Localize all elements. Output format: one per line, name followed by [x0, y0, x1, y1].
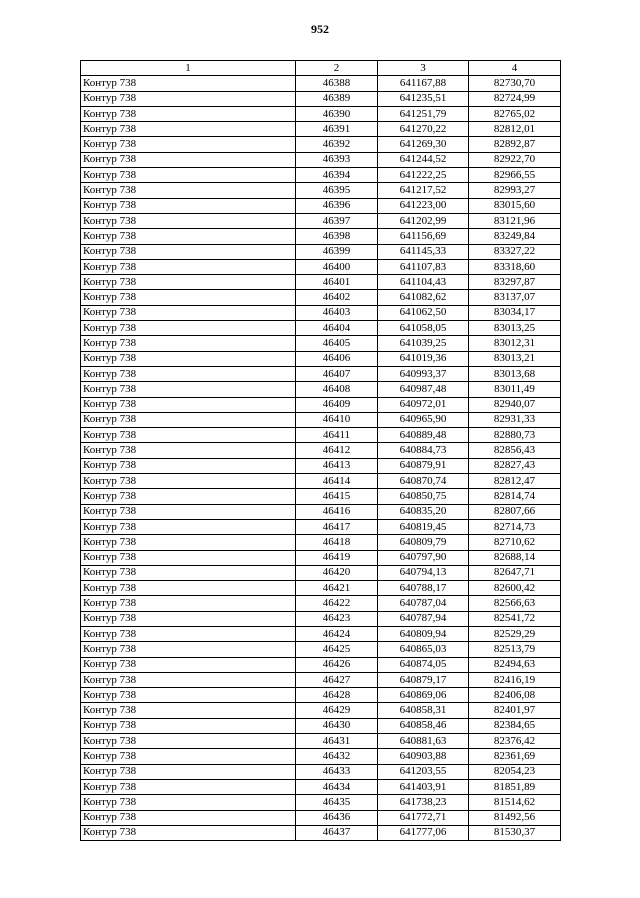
point-number-cell: 46437: [296, 825, 378, 840]
table-row: [81, 305, 561, 320]
x-coordinate-cell: 640835,20: [378, 504, 469, 519]
contour-name-cell: Контур 738: [81, 550, 296, 565]
y-coordinate-cell: 81851,89: [469, 779, 561, 794]
point-number-cell: 46430: [296, 718, 378, 733]
table-row: [81, 642, 561, 657]
contour-name-cell: Контур 738: [81, 458, 296, 473]
coordinates-table: [80, 60, 561, 841]
table-row: [81, 779, 561, 794]
y-coordinate-cell: 82812,47: [469, 474, 561, 489]
contour-name-cell: Контур 738: [81, 397, 296, 412]
contour-name-cell: Контур 738: [81, 489, 296, 504]
contour-name-cell: Контур 738: [81, 91, 296, 106]
y-coordinate-cell: 82513,79: [469, 642, 561, 657]
table-row: [81, 397, 561, 412]
x-coordinate-cell: 641156,69: [378, 229, 469, 244]
y-coordinate-cell: 82931,33: [469, 412, 561, 427]
point-number-cell: 46429: [296, 703, 378, 718]
point-number-cell: 46433: [296, 764, 378, 779]
y-coordinate-cell: 82376,42: [469, 734, 561, 749]
contour-name-cell: Контур 738: [81, 474, 296, 489]
x-coordinate-cell: 641251,79: [378, 106, 469, 121]
x-coordinate-cell: 641039,25: [378, 336, 469, 351]
contour-name-cell: Контур 738: [81, 290, 296, 305]
y-coordinate-cell: 82922,70: [469, 152, 561, 167]
table-row: [81, 229, 561, 244]
table-row: [81, 458, 561, 473]
y-coordinate-cell: 82566,63: [469, 596, 561, 611]
table-row: [81, 443, 561, 458]
contour-name-cell: Контур 738: [81, 183, 296, 198]
point-number-cell: 46432: [296, 749, 378, 764]
y-coordinate-cell: 82054,23: [469, 764, 561, 779]
y-coordinate-cell: 83013,68: [469, 366, 561, 381]
y-coordinate-cell: 81492,56: [469, 810, 561, 825]
table-row: [81, 412, 561, 427]
contour-name-cell: Контур 738: [81, 810, 296, 825]
contour-name-cell: Контур 738: [81, 412, 296, 427]
x-coordinate-cell: 640787,94: [378, 611, 469, 626]
x-coordinate-cell: 641403,91: [378, 779, 469, 794]
table-row: [81, 428, 561, 443]
point-number-cell: 46410: [296, 412, 378, 427]
contour-name-cell: Контур 738: [81, 259, 296, 274]
point-number-cell: 46388: [296, 76, 378, 91]
x-coordinate-cell: 641019,36: [378, 351, 469, 366]
contour-name-cell: Контур 738: [81, 779, 296, 794]
x-coordinate-cell: 640858,46: [378, 718, 469, 733]
table-row: [81, 336, 561, 351]
table-body: [81, 76, 561, 841]
table-row: [81, 382, 561, 397]
x-coordinate-cell: 641269,30: [378, 137, 469, 152]
contour-name-cell: Контур 738: [81, 428, 296, 443]
point-number-cell: 46394: [296, 168, 378, 183]
contour-name-cell: Контур 738: [81, 382, 296, 397]
y-coordinate-cell: 82600,42: [469, 581, 561, 596]
contour-name-cell: Контур 738: [81, 596, 296, 611]
y-coordinate-cell: 83034,17: [469, 305, 561, 320]
point-number-cell: 46389: [296, 91, 378, 106]
y-coordinate-cell: 82814,74: [469, 489, 561, 504]
table-row: [81, 611, 561, 626]
y-coordinate-cell: 83137,07: [469, 290, 561, 305]
y-coordinate-cell: 82812,01: [469, 122, 561, 137]
point-number-cell: 46417: [296, 519, 378, 534]
y-coordinate-cell: 82541,72: [469, 611, 561, 626]
x-coordinate-cell: 640809,79: [378, 535, 469, 550]
x-coordinate-cell: 641270,22: [378, 122, 469, 137]
y-coordinate-cell: 82807,66: [469, 504, 561, 519]
contour-name-cell: Контур 738: [81, 152, 296, 167]
point-number-cell: 46414: [296, 474, 378, 489]
x-coordinate-cell: 640903,88: [378, 749, 469, 764]
point-number-cell: 46395: [296, 183, 378, 198]
y-coordinate-cell: 82724,99: [469, 91, 561, 106]
table-row: [81, 351, 561, 366]
point-number-cell: 46419: [296, 550, 378, 565]
table-row: [81, 76, 561, 91]
table-header-row: [81, 61, 561, 76]
contour-name-cell: Контур 738: [81, 198, 296, 213]
y-coordinate-cell: 82406,08: [469, 688, 561, 703]
table-row: [81, 703, 561, 718]
y-coordinate-cell: 82710,62: [469, 535, 561, 550]
x-coordinate-cell: 641217,52: [378, 183, 469, 198]
table-row: [81, 550, 561, 565]
table-row: [81, 489, 561, 504]
x-coordinate-cell: 641202,99: [378, 213, 469, 228]
contour-name-cell: Контур 738: [81, 137, 296, 152]
y-coordinate-cell: 83318,60: [469, 259, 561, 274]
y-coordinate-cell: 82529,29: [469, 626, 561, 641]
x-coordinate-cell: 641107,83: [378, 259, 469, 274]
table-row: [81, 198, 561, 213]
y-coordinate-cell: 82966,55: [469, 168, 561, 183]
y-coordinate-cell: 83249,84: [469, 229, 561, 244]
x-coordinate-cell: 641244,52: [378, 152, 469, 167]
x-coordinate-cell: 641145,33: [378, 244, 469, 259]
table-row: [81, 657, 561, 672]
contour-name-cell: Контур 738: [81, 718, 296, 733]
y-coordinate-cell: 82856,43: [469, 443, 561, 458]
y-coordinate-cell: 82714,73: [469, 519, 561, 534]
contour-name-cell: Контур 738: [81, 657, 296, 672]
y-coordinate-cell: 82688,14: [469, 550, 561, 565]
point-number-cell: 46420: [296, 565, 378, 580]
y-coordinate-cell: 82765,02: [469, 106, 561, 121]
y-coordinate-cell: 83013,21: [469, 351, 561, 366]
contour-name-cell: Контур 738: [81, 688, 296, 703]
table-row: [81, 290, 561, 305]
point-number-cell: 46400: [296, 259, 378, 274]
point-number-cell: 46390: [296, 106, 378, 121]
y-coordinate-cell: 82416,19: [469, 672, 561, 687]
x-coordinate-cell: 641222,25: [378, 168, 469, 183]
table-row: [81, 213, 561, 228]
table-row: [81, 183, 561, 198]
x-coordinate-cell: 640879,91: [378, 458, 469, 473]
x-coordinate-cell: 641738,23: [378, 795, 469, 810]
y-coordinate-cell: 81530,37: [469, 825, 561, 840]
contour-name-cell: Контур 738: [81, 581, 296, 596]
contour-name-cell: Контур 738: [81, 504, 296, 519]
point-number-cell: 46426: [296, 657, 378, 672]
y-coordinate-cell: 83011,49: [469, 382, 561, 397]
table-row: [81, 504, 561, 519]
contour-name-cell: Контур 738: [81, 672, 296, 687]
point-number-cell: 46413: [296, 458, 378, 473]
x-coordinate-cell: 640819,45: [378, 519, 469, 534]
table-row: [81, 168, 561, 183]
point-number-cell: 46422: [296, 596, 378, 611]
y-coordinate-cell: 83297,87: [469, 275, 561, 290]
contour-name-cell: Контур 738: [81, 229, 296, 244]
point-number-cell: 46404: [296, 321, 378, 336]
table-row: [81, 581, 561, 596]
x-coordinate-cell: 640993,37: [378, 366, 469, 381]
table-row: [81, 749, 561, 764]
x-coordinate-cell: 640972,01: [378, 397, 469, 412]
y-coordinate-cell: 82647,71: [469, 565, 561, 580]
x-coordinate-cell: 640794,13: [378, 565, 469, 580]
table-row: [81, 672, 561, 687]
point-number-cell: 46405: [296, 336, 378, 351]
point-number-cell: 46434: [296, 779, 378, 794]
contour-name-cell: Контур 738: [81, 305, 296, 320]
y-coordinate-cell: 81514,62: [469, 795, 561, 810]
x-coordinate-cell: 640987,48: [378, 382, 469, 397]
point-number-cell: 46435: [296, 795, 378, 810]
x-coordinate-cell: 640874,05: [378, 657, 469, 672]
x-coordinate-cell: 641772,71: [378, 810, 469, 825]
table-row: [81, 91, 561, 106]
y-coordinate-cell: 83327,22: [469, 244, 561, 259]
contour-name-cell: Контур 738: [81, 336, 296, 351]
y-coordinate-cell: 82401,97: [469, 703, 561, 718]
contour-name-cell: Контур 738: [81, 519, 296, 534]
contour-name-cell: Контур 738: [81, 749, 296, 764]
x-coordinate-cell: 641167,88: [378, 76, 469, 91]
point-number-cell: 46391: [296, 122, 378, 137]
table-row: [81, 565, 561, 580]
point-number-cell: 46396: [296, 198, 378, 213]
contour-name-cell: Контур 738: [81, 244, 296, 259]
x-coordinate-cell: 640965,90: [378, 412, 469, 427]
contour-name-cell: Контур 738: [81, 122, 296, 137]
point-number-cell: 46428: [296, 688, 378, 703]
point-number-cell: 46393: [296, 152, 378, 167]
table-row: [81, 474, 561, 489]
contour-name-cell: Контур 738: [81, 351, 296, 366]
x-coordinate-cell: 640879,17: [378, 672, 469, 687]
x-coordinate-cell: 640809,94: [378, 626, 469, 641]
contour-name-cell: Контур 738: [81, 213, 296, 228]
x-coordinate-cell: 640850,75: [378, 489, 469, 504]
contour-name-cell: Контур 738: [81, 565, 296, 580]
point-number-cell: 46412: [296, 443, 378, 458]
y-coordinate-cell: 82880,73: [469, 428, 561, 443]
point-number-cell: 46411: [296, 428, 378, 443]
point-number-cell: 46421: [296, 581, 378, 596]
x-coordinate-cell: 640788,17: [378, 581, 469, 596]
y-coordinate-cell: 83015,60: [469, 198, 561, 213]
x-coordinate-cell: 640881,63: [378, 734, 469, 749]
table-row: [81, 106, 561, 121]
x-coordinate-cell: 641058,05: [378, 321, 469, 336]
contour-name-cell: Контур 738: [81, 795, 296, 810]
y-coordinate-cell: 83013,25: [469, 321, 561, 336]
table-row: [81, 321, 561, 336]
y-coordinate-cell: 82940,07: [469, 397, 561, 412]
contour-name-cell: Контур 738: [81, 734, 296, 749]
table-row: [81, 122, 561, 137]
y-coordinate-cell: 83012,31: [469, 336, 561, 351]
table-row: [81, 519, 561, 534]
x-coordinate-cell: 640865,03: [378, 642, 469, 657]
point-number-cell: 46416: [296, 504, 378, 519]
x-coordinate-cell: 640889,48: [378, 428, 469, 443]
table-row: [81, 275, 561, 290]
x-coordinate-cell: 640787,04: [378, 596, 469, 611]
contour-name-cell: Контур 738: [81, 275, 296, 290]
x-coordinate-cell: 640797,90: [378, 550, 469, 565]
x-coordinate-cell: 641203,55: [378, 764, 469, 779]
point-number-cell: 46402: [296, 290, 378, 305]
table-row: [81, 795, 561, 810]
y-coordinate-cell: 82730,70: [469, 76, 561, 91]
y-coordinate-cell: 82494,63: [469, 657, 561, 672]
y-coordinate-cell: 82384,65: [469, 718, 561, 733]
table-row: [81, 244, 561, 259]
x-coordinate-cell: 640858,31: [378, 703, 469, 718]
y-coordinate-cell: 82361,69: [469, 749, 561, 764]
point-number-cell: 46424: [296, 626, 378, 641]
point-number-cell: 46397: [296, 213, 378, 228]
table-row: [81, 535, 561, 550]
x-coordinate-cell: 640870,74: [378, 474, 469, 489]
y-coordinate-cell: 82892,87: [469, 137, 561, 152]
x-coordinate-cell: 640869,06: [378, 688, 469, 703]
contour-name-cell: Контур 738: [81, 764, 296, 779]
table-row: [81, 734, 561, 749]
table-row: [81, 259, 561, 274]
y-coordinate-cell: 82827,43: [469, 458, 561, 473]
table-row: [81, 137, 561, 152]
x-coordinate-cell: 641104,43: [378, 275, 469, 290]
x-coordinate-cell: 641235,51: [378, 91, 469, 106]
point-number-cell: 46415: [296, 489, 378, 504]
page-number: 952: [311, 22, 329, 36]
column-header-4: 4: [469, 61, 561, 76]
point-number-cell: 46403: [296, 305, 378, 320]
table-row: [81, 825, 561, 840]
column-header-3: 3: [378, 61, 469, 76]
table-row: [81, 688, 561, 703]
x-coordinate-cell: 641082,62: [378, 290, 469, 305]
x-coordinate-cell: 640884,73: [378, 443, 469, 458]
contour-name-cell: Контур 738: [81, 168, 296, 183]
table-row: [81, 764, 561, 779]
contour-name-cell: Контур 738: [81, 611, 296, 626]
y-coordinate-cell: 83121,96: [469, 213, 561, 228]
column-header-1: 1: [81, 61, 296, 76]
contour-name-cell: Контур 738: [81, 366, 296, 381]
x-coordinate-cell: 641223,00: [378, 198, 469, 213]
table-row: [81, 152, 561, 167]
y-coordinate-cell: 82993,27: [469, 183, 561, 198]
x-coordinate-cell: 641062,50: [378, 305, 469, 320]
contour-name-cell: Контур 738: [81, 626, 296, 641]
contour-name-cell: Контур 738: [81, 321, 296, 336]
table-row: [81, 626, 561, 641]
table-row: [81, 810, 561, 825]
table-row: [81, 718, 561, 733]
point-number-cell: 46399: [296, 244, 378, 259]
x-coordinate-cell: 641777,06: [378, 825, 469, 840]
point-number-cell: 46398: [296, 229, 378, 244]
point-number-cell: 46425: [296, 642, 378, 657]
point-number-cell: 46406: [296, 351, 378, 366]
point-number-cell: 46408: [296, 382, 378, 397]
contour-name-cell: Контур 738: [81, 825, 296, 840]
contour-name-cell: Контур 738: [81, 535, 296, 550]
column-header-2: 2: [296, 61, 378, 76]
point-number-cell: 46407: [296, 366, 378, 381]
point-number-cell: 46392: [296, 137, 378, 152]
point-number-cell: 46401: [296, 275, 378, 290]
table-row: [81, 366, 561, 381]
point-number-cell: 46409: [296, 397, 378, 412]
table-row: [81, 596, 561, 611]
contour-name-cell: Контур 738: [81, 76, 296, 91]
point-number-cell: 46427: [296, 672, 378, 687]
contour-name-cell: Контур 738: [81, 703, 296, 718]
contour-name-cell: Контур 738: [81, 106, 296, 121]
point-number-cell: 46436: [296, 810, 378, 825]
contour-name-cell: Контур 738: [81, 642, 296, 657]
point-number-cell: 46431: [296, 734, 378, 749]
point-number-cell: 46423: [296, 611, 378, 626]
point-number-cell: 46418: [296, 535, 378, 550]
contour-name-cell: Контур 738: [81, 443, 296, 458]
